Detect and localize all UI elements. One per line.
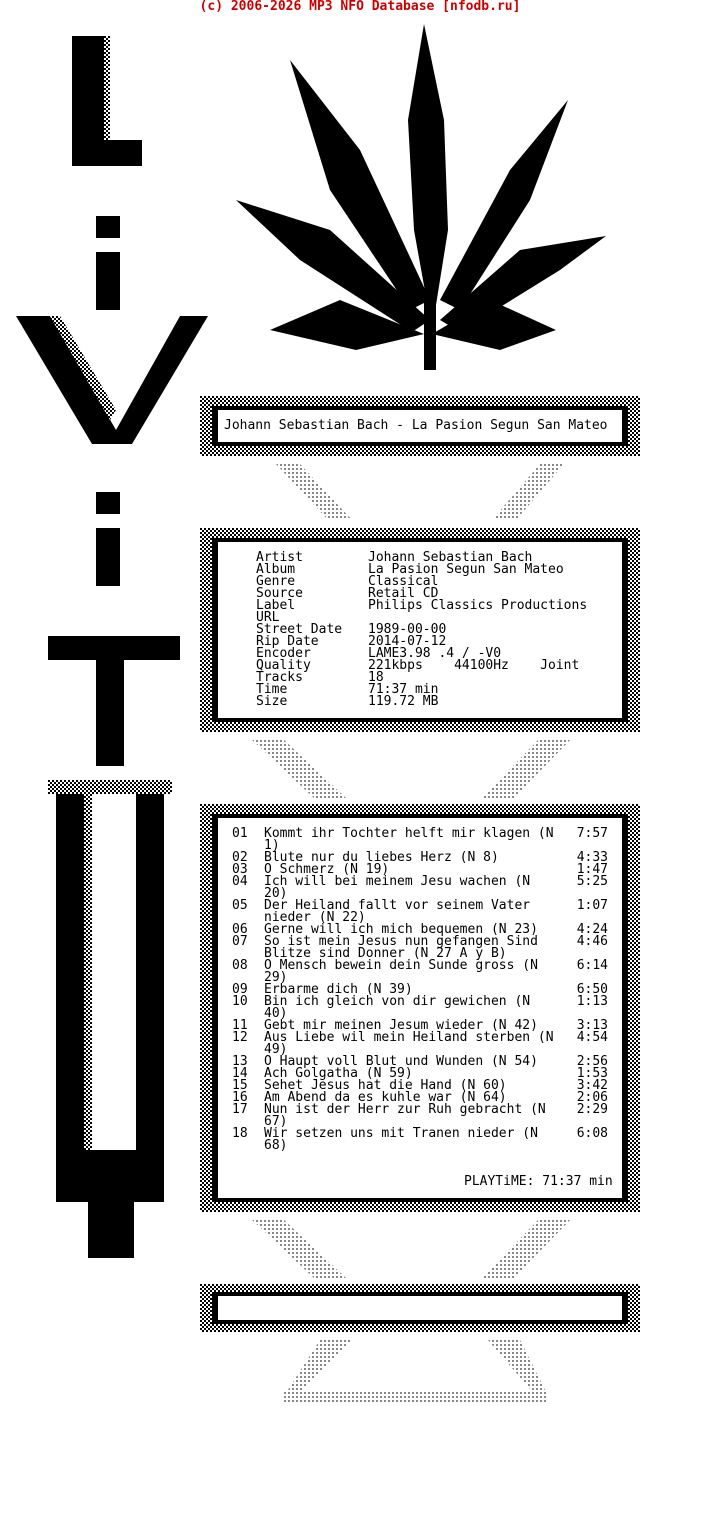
info-key: Genre	[256, 574, 296, 589]
letter-L	[72, 36, 142, 166]
info-value: Classical	[368, 574, 439, 589]
track-name: Am Abend da es kuhle war (N 64)	[264, 1090, 507, 1105]
info-key: Size	[256, 694, 288, 709]
track-time: 7:57	[576, 826, 608, 841]
track-name: Ich will bei meinem Jesu wachen (N 20)	[264, 874, 531, 901]
letter-T	[48, 636, 180, 766]
track-row	[232, 996, 612, 1020]
letter-i-1	[96, 216, 120, 310]
track-row	[232, 828, 612, 852]
release-title: Johann Sebastian Bach - La Pasion Segun San Mateo	[224, 418, 608, 433]
info-key: Source	[256, 586, 303, 601]
track-name: Kommt ihr Tochter helft mir klagen (N 1)	[264, 826, 554, 853]
track-no: 01	[232, 826, 248, 841]
track-time: 1:53	[576, 1066, 608, 1081]
connectors-3	[250, 1218, 572, 1278]
info-key: Artist	[256, 550, 303, 565]
track-time: 2:56	[576, 1054, 608, 1069]
track-no: 02	[232, 850, 248, 865]
track-name: So ist mein Jesus nun gefangen Sind Blitze sind Donner (N 27 A y B)	[264, 934, 538, 961]
track-row	[232, 960, 612, 984]
track-no: 05	[232, 898, 248, 913]
track-name: Sehet Jesus hat die Hand (N 60)	[264, 1078, 507, 1093]
info-value: 221kbps 44100Hz Joint	[368, 658, 580, 673]
track-row	[232, 876, 612, 900]
info-key: Label	[256, 598, 296, 613]
track-time: 4:54	[576, 1030, 608, 1045]
info-value: 18	[368, 670, 384, 685]
track-name: Wir setzen uns mit Tranen nieder (N 68)	[264, 1126, 538, 1153]
info-row	[256, 600, 587, 612]
leaf-graphic	[236, 24, 606, 370]
track-no: 09	[232, 982, 248, 997]
info-value: Johann Sebastian Bach	[368, 550, 533, 565]
track-name: Gebt mir meinen Jesum wieder (N 42)	[264, 1018, 538, 1033]
track-name: O Haupt voll Blut und Wunden (N 54)	[264, 1054, 538, 1069]
track-name: Ach Golgatha (N 59)	[264, 1066, 413, 1081]
info-value: Retail CD	[368, 586, 439, 601]
track-no: 04	[232, 874, 248, 889]
letter-V	[16, 316, 208, 444]
track-name: Aus Liebe wil mein Heiland sterben (N 49)	[264, 1030, 554, 1057]
info-value: Philips Classics Productions	[368, 598, 588, 613]
track-time: 4:24	[576, 922, 608, 937]
info-key: URL	[256, 610, 280, 625]
track-time: 2:06	[576, 1090, 608, 1105]
connectors-1	[276, 464, 564, 520]
track-no: 13	[232, 1054, 248, 1069]
info-row	[256, 696, 438, 708]
track-time: 6:50	[576, 982, 608, 997]
info-value: LAME3.98 .4 / -V0	[368, 646, 502, 661]
track-no: 11	[232, 1018, 248, 1033]
info-key: Tracks	[256, 670, 303, 685]
track-name: Erbarme dich (N 39)	[264, 982, 413, 997]
playtime: PLAYTiME: 71:37 min	[464, 1174, 613, 1189]
track-no: 10	[232, 994, 248, 1009]
track-row	[232, 1128, 612, 1152]
info-value: 1989-00-00	[368, 622, 447, 637]
track-no: 18	[232, 1126, 248, 1141]
track-time: 1:13	[576, 994, 608, 1009]
connectors-2	[250, 738, 572, 798]
track-time: 1:47	[576, 862, 608, 877]
track-row	[232, 1104, 612, 1128]
track-no: 16	[232, 1090, 248, 1105]
letter-i-2	[96, 492, 120, 586]
track-time: 5:25	[576, 874, 608, 889]
track-no: 12	[232, 1030, 248, 1045]
track-time: 6:08	[576, 1126, 608, 1141]
track-time: 4:46	[576, 934, 608, 949]
info-key: Album	[256, 562, 296, 577]
track-no: 08	[232, 958, 248, 973]
track-row	[232, 1032, 612, 1056]
track-name: Der Heiland fallt vor seinem Vater nieder (N 22)	[264, 898, 531, 925]
info-key: Rip Date	[256, 634, 319, 649]
info-value: La Pasion Segun San Mateo	[368, 562, 564, 577]
letter-U	[48, 780, 172, 1258]
info-key: Encoder	[256, 646, 311, 661]
info-key: Quality	[256, 658, 311, 673]
info-value: 2014-07-12	[368, 634, 447, 649]
track-time: 1:07	[576, 898, 608, 913]
track-no: 15	[232, 1078, 248, 1093]
info-key: Time	[256, 682, 288, 697]
copyright-banner: (c) 2006-2026 MP3 NFO Database [nfodb.ru]	[199, 0, 521, 14]
footer-box-frame	[200, 1284, 640, 1332]
track-no: 17	[232, 1102, 248, 1117]
track-time: 3:13	[576, 1018, 608, 1033]
track-name: Bin ich gleich von dir gewichen (N 40)	[264, 994, 531, 1021]
info-value: 71:37 min	[368, 682, 439, 697]
track-no: 07	[232, 934, 248, 949]
track-row	[232, 936, 612, 960]
track-no: 06	[232, 922, 248, 937]
track-name: Gerne will ich mich bequemen (N 23)	[264, 922, 538, 937]
info-value: 119.72 MB	[368, 694, 439, 709]
track-name: O Mensch bewein dein Sunde gross (N 29)	[264, 958, 538, 985]
track-no: 03	[232, 862, 248, 877]
track-time: 6:14	[576, 958, 608, 973]
track-time: 4:33	[576, 850, 608, 865]
track-name: Nun ist der Herr zur Ruh gebracht (N 67)	[264, 1102, 546, 1129]
footer-base	[284, 1340, 548, 1402]
track-name: Blute nur du liebes Herz (N 8)	[264, 850, 499, 865]
track-row	[232, 900, 612, 924]
track-time: 2:29	[576, 1102, 608, 1117]
track-time: 3:42	[576, 1078, 608, 1093]
track-name: O Schmerz (N 19)	[264, 862, 390, 877]
info-row	[256, 660, 579, 672]
track-no: 14	[232, 1066, 248, 1081]
info-key: Street Date	[256, 622, 343, 637]
